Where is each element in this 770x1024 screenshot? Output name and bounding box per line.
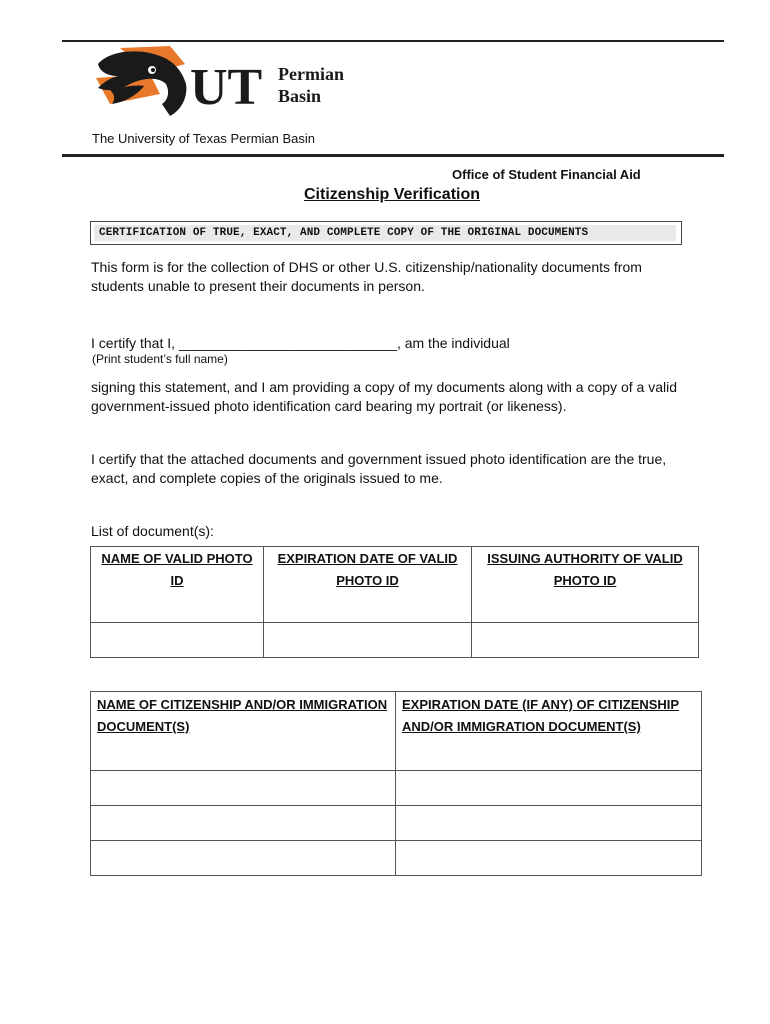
photo-id-authority-cell[interactable] bbox=[472, 623, 699, 658]
certify-line bbox=[91, 334, 691, 353]
svg-text:Permian: Permian bbox=[278, 64, 344, 84]
utpb-logo bbox=[90, 44, 350, 124]
certify-prefix: I certify that I, bbox=[91, 335, 176, 351]
signing-statement: signing this statement, and I am providing a copy of my documents along with a copy of a valid government-issued photo identification card bearing my portrait (or likeness). bbox=[91, 379, 677, 414]
office-name: Office of Student Financial Aid bbox=[452, 167, 641, 182]
citizenship-name-cell[interactable] bbox=[91, 841, 396, 876]
attached-statement: I certify that the attached documents and government issued photo identification are the true, exact, and complete copies of the originals issued to me. bbox=[91, 451, 667, 486]
falcon-logo-icon bbox=[90, 44, 350, 124]
svg-text:UT: UT bbox=[190, 59, 263, 116]
list-label: List of document(s): bbox=[91, 523, 214, 539]
citizenship-name-cell[interactable] bbox=[91, 771, 396, 806]
citizenship-expiration-cell[interactable] bbox=[396, 841, 702, 876]
certification-banner bbox=[90, 221, 682, 245]
photo-id-expiration-cell[interactable] bbox=[264, 623, 472, 658]
page-title: Citizenship Verification bbox=[303, 186, 481, 203]
photo-id-header-expiration: EXPIRATION DATE OF VALID PHOTO ID bbox=[264, 547, 472, 623]
citizenship-name-cell[interactable] bbox=[91, 806, 396, 841]
photo-id-header-name: NAME OF VALID PHOTO ID bbox=[91, 547, 264, 623]
top-rule bbox=[62, 40, 724, 42]
citizenship-expiration-cell[interactable] bbox=[396, 806, 702, 841]
citizenship-header-expiration: EXPIRATION DATE (IF ANY) OF CITIZENSHIP AND/OR IMMIGRATION DOCUMENT(S) bbox=[396, 692, 702, 771]
svg-text:Basin: Basin bbox=[278, 86, 322, 106]
intro-paragraph: This form is for the collection of DHS or other U.S. citizenship/nationality documents from students unable to present their documents in person. bbox=[91, 259, 642, 294]
photo-id-header-authority: ISSUING AUTHORITY OF VALID PHOTO ID bbox=[472, 547, 699, 623]
header-rule bbox=[62, 154, 724, 157]
citizenship-table bbox=[90, 691, 702, 876]
university-name: The University of Texas Permian Basin bbox=[92, 131, 316, 146]
certify-suffix: , am the individual bbox=[396, 335, 510, 351]
photo-id-table bbox=[90, 546, 699, 658]
citizenship-header-name: NAME OF CITIZENSHIP AND/OR IMMIGRATION DOCUMENT(S) bbox=[91, 692, 396, 771]
photo-id-name-cell[interactable] bbox=[91, 623, 264, 658]
print-name-hint: (Print student’s full name) bbox=[92, 352, 228, 366]
student-name-field[interactable]: ____________________________ bbox=[178, 335, 397, 351]
citizenship-expiration-cell[interactable] bbox=[396, 771, 702, 806]
certification-banner-text: CERTIFICATION OF TRUE, EXACT, AND COMPLETE COPY OF THE ORIGINAL DOCUMENTS bbox=[94, 225, 676, 241]
